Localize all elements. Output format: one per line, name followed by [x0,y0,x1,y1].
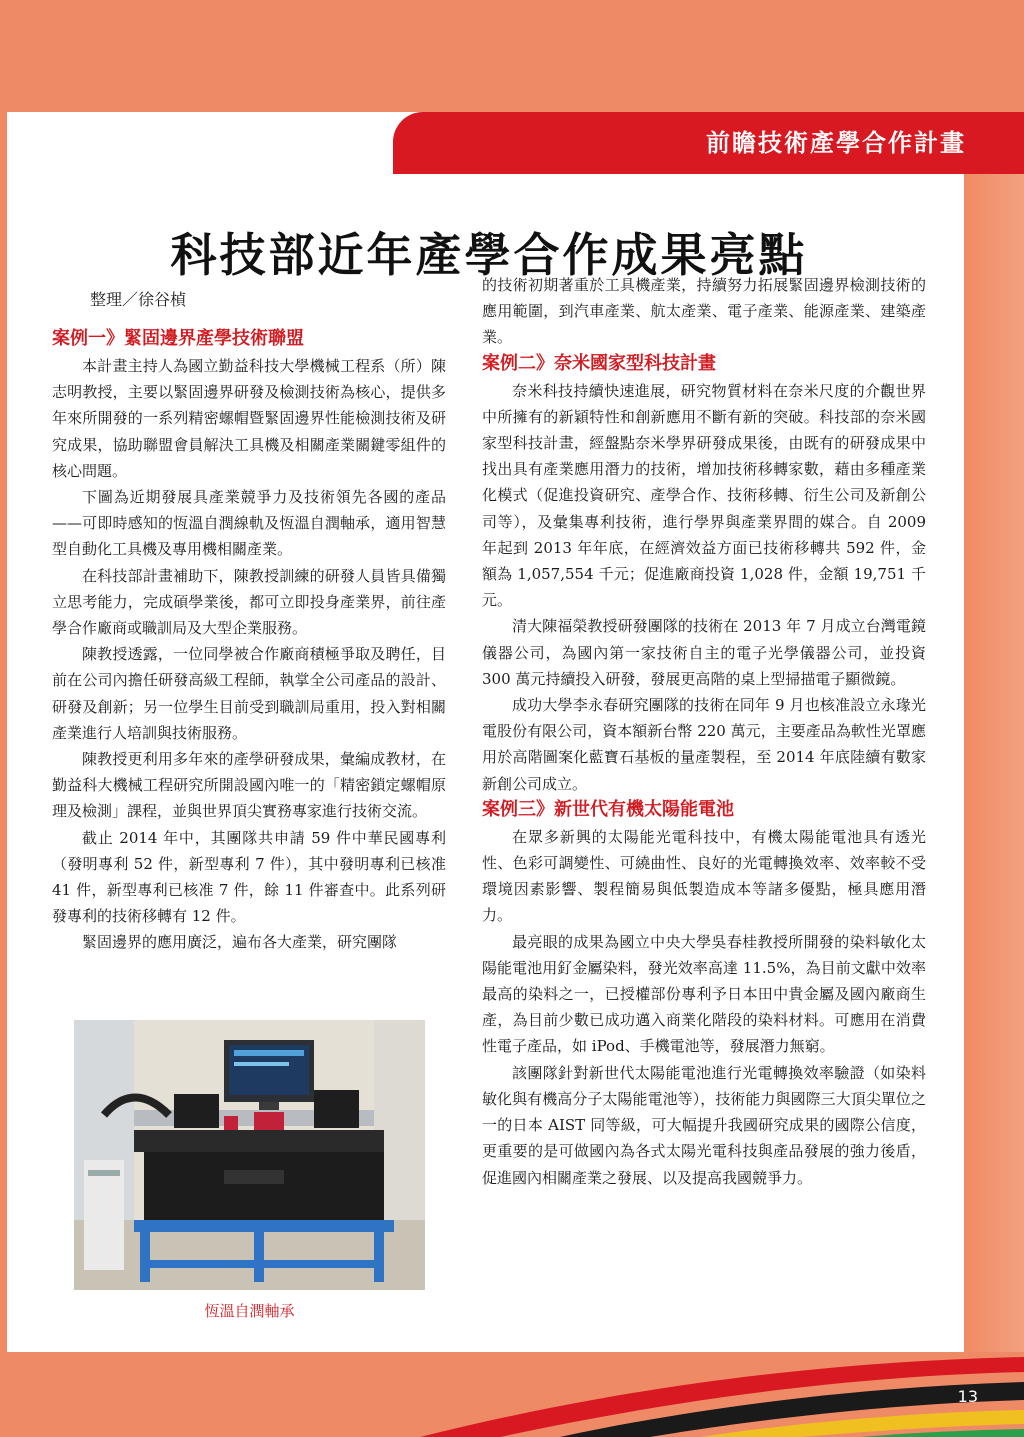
case1-paragraph: 陳教授透露，一位同學被合作廠商積極爭取及聘任，目前在公司內擔任研發高級工程師，執掌全公司產品的設計、研發及創新；另一位學生目前受到職訓局重用，投入對相關產業進行人培訓與技術服務。 [52,645,446,742]
case1-paragraph: 緊固邊界的應用廣泛，遍布各大產業，研究團隊 [82,933,398,952]
continuation-paragraph: 的技術初期著重於工具機產業，持續努力拓展緊固邊界檢測技術的應用範圍，到汽車產業、航太產業、電子產業、能源產業、建築產業。 [482,276,926,347]
article-author: 整理／徐谷楨 [90,290,187,309]
right-side-bar [964,112,1024,1352]
case3-paragraph: 最亮眼的成果為國立中央大學吳春桂教授所開發的染料敏化太陽能電池用釕金屬染料，發光效率高達 11.5%，為目前文獻中效率最高的染料之一，已授權部份專利予日本田中貴金屬及國內廠商生產，為目前少數已成功邁入商業化階段的染料材料。可應用在消費性電子產品，如 iPod、手機電池等，發展潛力無窮。 [482,932,926,1056]
case2-paragraph: 成功大學李永春研究團隊的技術在同年 9 月也核准設立永瑑光電股份有限公司，資本額新台幣 220 萬元，主要產品為軟性光罩應用於高階圖案化藍寶石基板的量產製程，至 2014 年底陸續有數家新創公司成立。 [482,696,926,793]
photo-illustration [74,1020,425,1290]
left-column [52,288,446,956]
case3-paragraph: 在眾多新興的太陽能光電科技中，有機太陽能電池具有透光性、色彩可調變性、可繞曲性、良好的光電轉換效率、效率較不受環境因素影響、製程簡易與低製造成本等諸多優點，極具應用潛力。 [482,827,926,925]
case2-paragraph: 清大陳福榮教授研發團隊的技術在 2013 年 7 月成立台灣電鏡儀器公司，為國內第一家技術自主的電子光學儀器公司，並投資 300 萬元持續投入研發，發展更高階的桌上型掃描電子顯微鏡。 [482,617,926,688]
case3-heading: 案例三》新世代有機太陽能電池 [482,798,734,820]
case2-heading: 案例二》奈米國家型科技計畫 [482,352,716,374]
case1-paragraph: 下圖為近期發展具產業競爭力及技術領先各國的產品——可即時感知的恆溫自潤線軌及恆溫自潤軸承，適用智慧型自動化工具機及專用機相關產業。 [52,488,446,559]
bearing-machine-photo [74,1020,425,1290]
section-tab-title: 前瞻技術產學合作計畫 [706,129,966,157]
photo-caption: 恆溫自潤軸承 [204,1302,295,1320]
footer-stripes [0,1352,1024,1437]
section-tab [393,112,1024,174]
case1-paragraph: 本計畫主持人為國立勤益科技大學機械工程系（所）陳志明教授，主要以緊固邊界研發及檢測技術為核心，提供多年來所開發的一系列精密螺帽暨緊固邊界性能檢測技術及研究成果，協助聯盟會員解決工具機及相關產業關鍵零組件的核心問題。 [52,357,446,480]
case2-paragraph: 奈米科技持續快速進展，研究物質材料在奈米尺度的介觀世界中所擁有的新穎特性和創新應用不斷有新的突破。科技部的奈米國家型科技計畫，經盤點奈米學界研發成果後，由既有的研發成果中找出具有產業應用潛力的技術，增加技術移轉家數，藉由多種產業化模式（促進投資研究、產學合作、技術移轉、衍生公司及新創公司等），及彙集專利技術，進行學界與產業界間的媒合。自 2009 年起到 2013 年年底，在經濟效益方面已技術移轉共 592 件，金額為 1,057,554 千元；促進廠商投資 1,028 件，金額 19,751 千元。 [482,381,926,610]
case1-heading: 案例一》緊固邊界產學技術聯盟 [52,328,304,349]
case1-paragraph: 截止 2014 年中，其團隊共申請 59 件中華民國專利（發明專利 52 件，新型專利 7 件），其中發明專利已核准 41 件，新型專利已核准 7 件，餘 11 件審查中。此系列研發專利的技術移轉有 12 件。 [52,828,446,926]
right-column [482,272,926,1191]
case1-paragraph: 在科技部計畫補助下，陳教授訓練的研發人員皆具備獨立思考能力，完成碩學業後，都可立即投身產業界，前往產學合作廠商或職訓局及大型企業服務。 [52,566,446,638]
case3-paragraph: 該團隊針對新世代太陽能電池進行光電轉換效率驗證（如染料敏化與有機高分子太陽能電池等），技術能力與國際三大頂尖單位之一的日本 AIST 同等級，可大幅提升我國研究成果的國際公信度，更重要的是可做國內為各式太陽光電科技與產品發展的強力後盾，促進國內相關產業之發展、以及提高我國競爭力。 [482,1063,926,1187]
case1-paragraph: 陳教授更利用多年來的產學研發成果，彙編成教材，在勤益科大機械工程研究所開設國內唯一的「精密鎖定螺帽原理及檢測」課程，並與世界頂尖實務專家進行技術交流。 [52,750,446,821]
page-number: 13 [957,1387,978,1406]
article-title: 科技部近年產學合作成果亮點 [170,227,808,282]
